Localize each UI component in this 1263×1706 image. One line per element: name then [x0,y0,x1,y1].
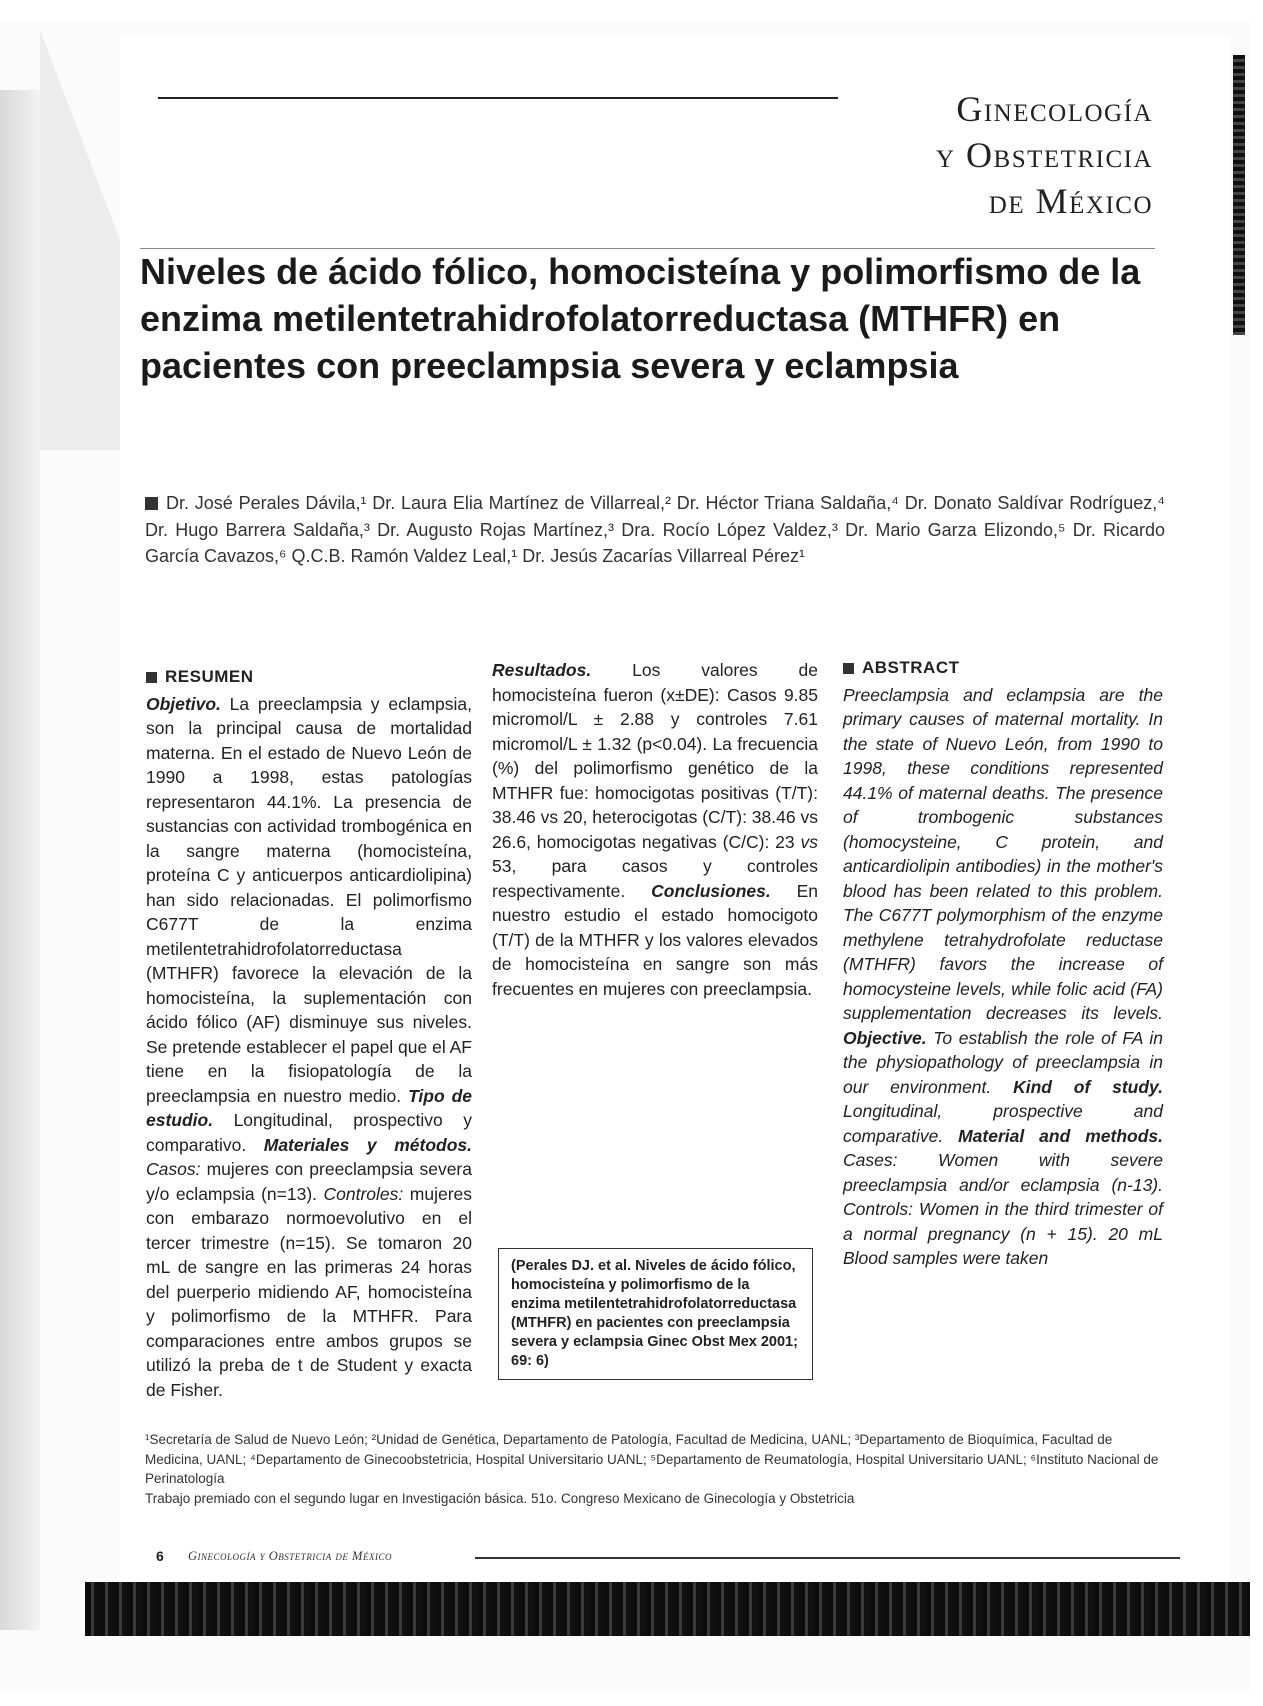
resumen-text: mujeres con preeclampsia severa y/o eclampsia (n=13). [146,1159,472,1204]
plastic-sleeve-edge [0,90,40,1630]
bullet-square-icon [145,497,158,510]
keyword-material-methods: Material and methods. [958,1125,1163,1146]
author-list [145,490,1165,570]
footnotes [145,1430,1167,1508]
authors-text: Dr. José Perales Dávila,¹ Dr. Laura Elia Martínez de Villarreal,² Dr. Héctor Triana Saldaña,⁴ Dr. Donato Saldívar Rodríguez,⁴ Dr. Hugo Barrera Saldaña,³ Dr. Augusto Rojas Martínez,³ Dra. Rocío López Valdez,³ Dr. Mario Garza Elizondo,⁵ Dr. Ricardo García Cavazos,⁶ Q.C.B. Ramón Valdez Leal,¹ Dr. Jesús Zacarías Villarreal Pérez¹ [145,493,1165,566]
abstract-text: To establish the role of FA in the physiopathology of preeclampsia in our environment. [843,1027,1163,1097]
resumen-text: Longitudinal, prospectivo y comparativo. [146,1110,472,1155]
resumen-column-1 [146,665,472,1402]
footer-journal-name: Ginecología y Obstetricia de México [188,1549,392,1563]
keyword-objective: Objective. [843,1027,927,1048]
resumen-text: mujeres con embarazo normoevolutivo en el tercer trimestre (n=15). Se tomaron 20 mL de sangre en las primeras 24 horas del puerperio midiendo AF, homocisteína y polimorfismo de la MTHFR. Para comparaciones entre ambos grupos se utilizó la preba de t de Student y exacta de Fisher. [146,1183,473,1400]
vs-label: vs [800,831,818,852]
journal-line-3: de México [988,181,1153,221]
abstract-heading: ABSTRACT [843,656,1163,681]
article-title: Niveles de ácido fólico, homocisteína y polimorfismo de la enzima metilentetrahidrofolatorreductasa (MTHFR) en pacientes con preeclampsia severa y eclampsia [140,251,1141,386]
citation-box: (Perales DJ. et al. Niveles de ácido fólico, homocisteína y polimorfismo de la enzima metilentetrahidrofolatorreductasa (MTHFR) en pacientes con preeclampsia severa y eclampsia Ginec Obst Mex 2001; 69: 6) [498,1248,813,1380]
abstract-text: Longitudinal, prospective and comparative. [843,1101,1163,1146]
bullet-square-icon [146,672,157,683]
resumen-column-2 [492,658,818,1001]
journal-line-2: y Obstetricia [936,135,1153,175]
header-rule [158,97,838,99]
abstract-column [843,656,1163,1271]
controles-label: Controles: [323,1183,404,1204]
resumen-text: 53, para casos y controles respectivamente. [492,856,818,901]
scan-bottom-band [85,1582,1250,1636]
page-number: 6 [156,1548,164,1564]
bullet-square-icon [843,663,854,674]
award-note: Trabajo premiado con el segundo lugar en Investigación básica. 51o. Congreso Mexicano de Ginecología y Obstetricia [145,1490,855,1506]
keyword-objetivo: Objetivo. [146,693,221,714]
keyword-kind-of-study: Kind of study. [1013,1076,1163,1097]
keyword-conclusiones: Conclusiones. [651,880,771,901]
resumen-text: En nuestro estudio el estado homocigoto (T/T) de la MTHFR y los valores elevados de homocisteína en sangre son más frecuentes en mujeres con preeclampsia. [492,880,818,999]
resumen-text: Los valores de homocisteína fueron (x±DE): Casos 9.85 micromol/L ± 2.88 y controles 7.61 micromol/L ± 1.32 (p<0.04). La frecuencia (%) del polimorfismo genético de la MTHFR fue: homocigotas positivas (T/T): 38.46 vs 20, heterocigotas (C/T): 38.46 vs 26.6, homocigotas negativas (C/C): 23 [492,660,818,852]
resumen-heading: RESUMEN [146,665,472,690]
affiliations-note: ¹Secretaría de Salud de Nuevo León; ²Unidad de Genética, Departamento de Patología, Facultad de Medicina, UANL; ³Departamento de Bioquímica, Facultad de Medicina, UANL; ⁴Departamento de Ginecoobstetricia, Hospital Universitario UANL; ⁵Departamento de Reumatología, Hospital Universitario UANL; ⁶Instituto Nacional de Perinatología [145,1432,1159,1486]
journal-masthead [936,86,1153,224]
abstract-text: Preeclampsia and eclampsia are the primary causes of maternal mortality. In the state of Nuevo León, from 1990 to 1998, these conditions represented 44.1% of maternal deaths. The presence of trombogenic substances (homocysteine, C protein, and anticardiolipin antibodies) in the mother's blood has been related to this problem. The C677T polymorphism of the enzyme methylene tetrahydrofolate reductase (MTHFR) favors the increase of homocysteine levels, while folic acid (FA) supplementation decreases its levels. [843,684,1163,1023]
footer-rule [475,1557,1180,1559]
resumen-text: La preeclampsia y eclampsia, son la principal causa de mortalidad materna. En el estado de Nuevo León de 1990 a 1998, estas patologías representaron 44.1%. La presencia de sustancias con actividad trombogénica en la sangre materna (homocisteína, proteína C y anticuerpos anticardiolipina) han sido relacionadas. El polimorfismo C677T de la enzima metilentetrahidrofolatorreductasa (MTHFR) favorece la elevación de la homocisteína, la suplementación con ácido fólico (AF) disminuye sus niveles. Se pretende establecer el papel que el AF tiene en la fisiopatología de la preeclampsia en nuestro medio. [146,693,472,1106]
keyword-resultados: Resultados. [492,660,592,680]
scan-edge-mark [1233,55,1245,335]
abstract-text: Cases: Women with severe preeclampsia and/or eclampsia (n-13). Controls: Women in the third trimester of a normal pregnancy (n + 15). 20 mL Blood samples were taken [843,1150,1163,1268]
journal-line-1: Ginecología [956,89,1153,129]
keyword-tipo-estudio: Tipo de estudio. [146,1085,473,1130]
casos-label: Casos: [146,1159,201,1179]
keyword-materiales: Materiales y métodos. [263,1134,472,1155]
